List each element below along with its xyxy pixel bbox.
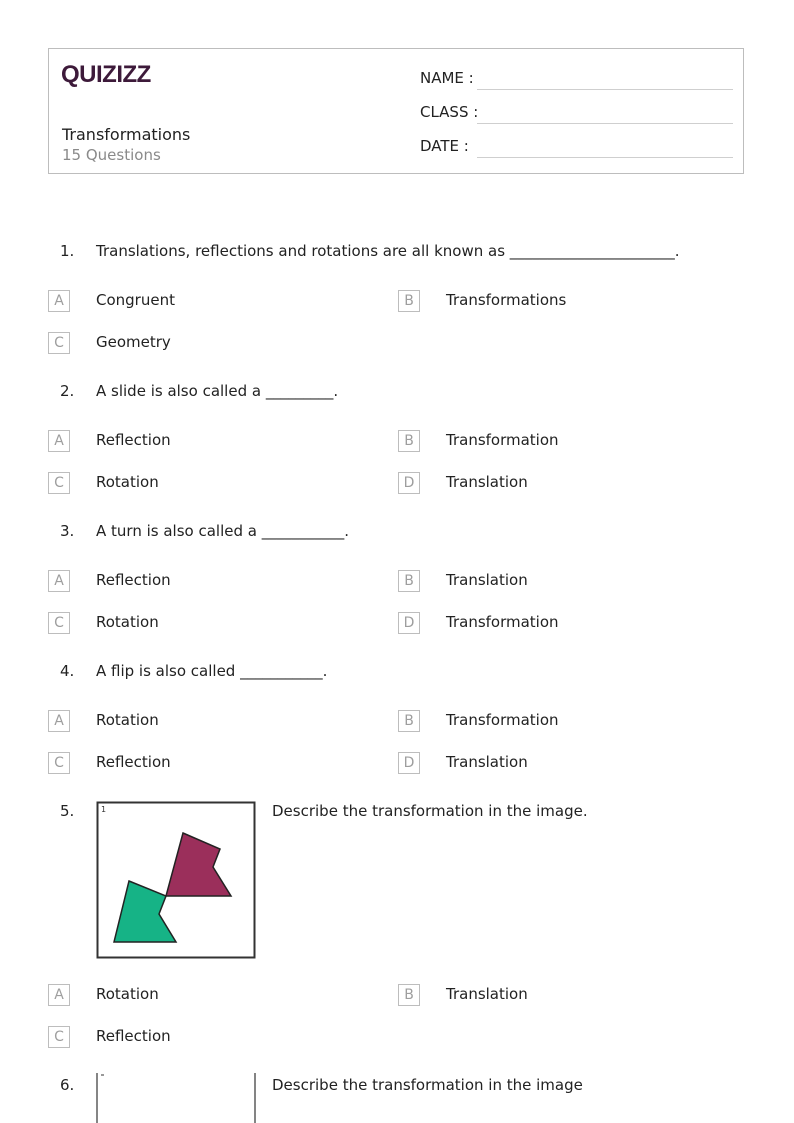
option-text: Congruent xyxy=(96,291,175,309)
question-number: 4. xyxy=(60,662,75,680)
option-text: Translation xyxy=(446,985,528,1003)
option-text: Transformation xyxy=(446,613,559,631)
option-text: Transformations xyxy=(446,291,567,309)
worksheet-title: Transformations xyxy=(62,125,191,144)
option-letter-box[interactable]: C xyxy=(48,1026,70,1048)
question-text: Translations, reflections and rotations are all known as ______________________. xyxy=(96,242,680,260)
question-number: 1. xyxy=(60,242,75,260)
option-letter-box[interactable]: B xyxy=(398,984,420,1006)
date-label: DATE : xyxy=(420,137,469,155)
option-letter-box[interactable]: C xyxy=(48,332,70,354)
question-number: 2. xyxy=(60,382,75,400)
option-text: Translation xyxy=(446,571,528,589)
question-text: A slide is also called a _________. xyxy=(96,382,339,400)
option-text: Rotation xyxy=(96,711,159,729)
worksheet-header xyxy=(48,48,744,174)
option-text: Transformation xyxy=(446,711,559,729)
option-text: Transformation xyxy=(446,431,559,449)
option-letter-box[interactable]: A xyxy=(48,570,70,592)
option-letter-box[interactable]: B xyxy=(398,570,420,592)
question-number: 3. xyxy=(60,522,75,540)
transformation-figure-partial xyxy=(96,1073,256,1123)
option-text: Reflection xyxy=(96,431,171,449)
option-text: Rotation xyxy=(96,473,159,491)
question-text: A flip is also called ___________. xyxy=(96,662,328,680)
option-letter-box[interactable]: A xyxy=(48,290,70,312)
option-text: Reflection xyxy=(96,1027,171,1045)
quizizz-logo xyxy=(61,59,153,89)
option-letter-box[interactable]: A xyxy=(48,710,70,732)
svg-text:1: 1 xyxy=(101,805,107,814)
option-text: Rotation xyxy=(96,985,159,1003)
option-letter-box[interactable]: D xyxy=(398,752,420,774)
option-letter-box[interactable]: B xyxy=(398,710,420,732)
date-field[interactable] xyxy=(477,157,733,158)
option-letter-box[interactable]: B xyxy=(398,430,420,452)
option-letter-box[interactable]: B xyxy=(398,290,420,312)
option-letter-box[interactable]: D xyxy=(398,472,420,494)
svg-text:QUIZIZZ: QUIZIZZ xyxy=(61,61,151,88)
question-text: Describe the transformation in the image. xyxy=(272,802,588,820)
question-text: Describe the transformation in the image xyxy=(272,1076,583,1094)
question-text: A turn is also called a ___________. xyxy=(96,522,349,540)
option-letter-box[interactable]: A xyxy=(48,430,70,452)
option-letter-box[interactable]: C xyxy=(48,612,70,634)
name-label: NAME : xyxy=(420,69,474,87)
option-letter-box[interactable]: C xyxy=(48,472,70,494)
option-letter-box[interactable]: A xyxy=(48,984,70,1006)
option-text: Reflection xyxy=(96,571,171,589)
class-label: CLASS : xyxy=(420,103,479,121)
option-letter-box[interactable]: C xyxy=(48,752,70,774)
question-number: 5. xyxy=(60,802,75,820)
option-text: Translation xyxy=(446,473,528,491)
transformation-figure xyxy=(96,801,256,959)
question-number: 6. xyxy=(60,1076,75,1094)
name-field[interactable] xyxy=(477,89,733,90)
question-count: 15 Questions xyxy=(62,146,161,164)
option-text: Reflection xyxy=(96,753,171,771)
class-field[interactable] xyxy=(477,123,733,124)
option-text: Geometry xyxy=(96,333,171,351)
option-text: Translation xyxy=(446,753,528,771)
option-text: Rotation xyxy=(96,613,159,631)
option-letter-box[interactable]: D xyxy=(398,612,420,634)
